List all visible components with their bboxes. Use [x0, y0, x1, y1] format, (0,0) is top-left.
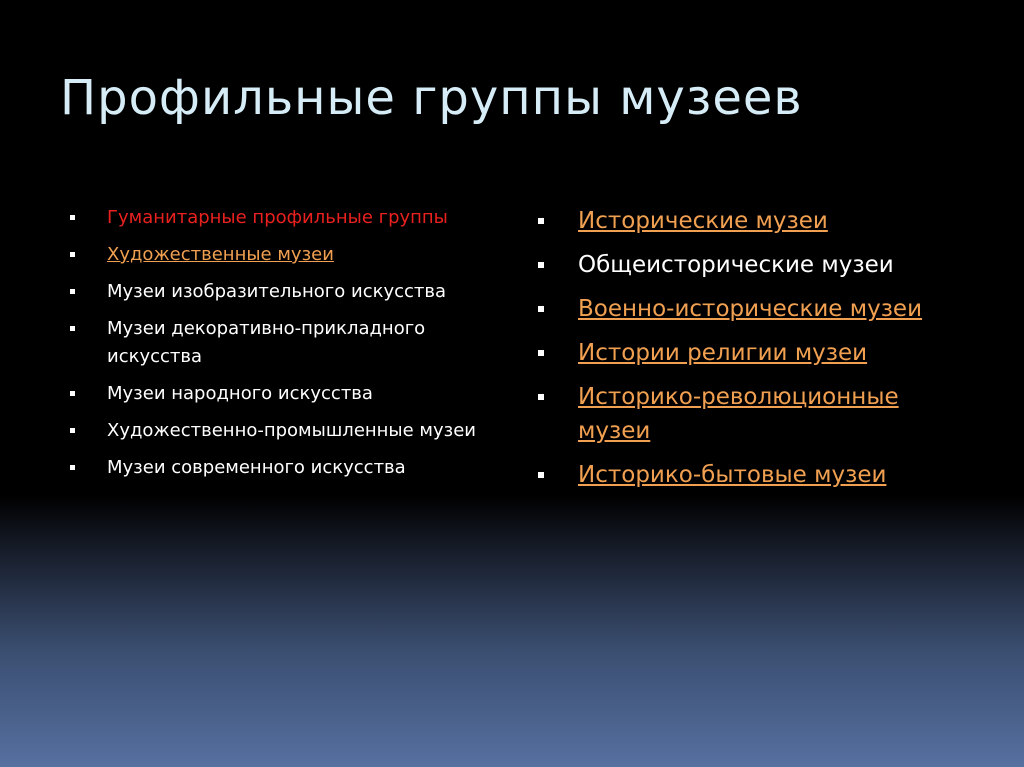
list-item-contemporary-art — [70, 454, 510, 482]
link-art-museums[interactable]: Художественные музеи — [107, 244, 334, 265]
list-item-label: Музеи современного искусства — [107, 457, 406, 478]
list-item-label: Музеи народного искусства — [107, 383, 373, 404]
bullet-icon — [70, 326, 75, 331]
bullet-icon — [538, 394, 544, 400]
left-list — [70, 204, 510, 491]
slide-title: Профильные группы музеев — [60, 70, 803, 126]
bullet-icon — [538, 350, 544, 356]
list-item-label: Художественно-промышленные музеи — [107, 420, 477, 441]
link-religion-history[interactable]: Истории религии музеи — [578, 340, 868, 366]
bullet-icon — [70, 391, 75, 396]
bullet-icon — [538, 262, 544, 268]
link-everyday-history[interactable]: Историко-бытовые музеи — [578, 462, 887, 488]
list-item-revolutionary-history[interactable] — [538, 380, 978, 448]
list-item-fine-arts — [70, 278, 510, 306]
list-item-military-historical[interactable] — [538, 292, 978, 326]
list-item-decorative-arts — [70, 315, 510, 371]
right-list — [538, 204, 978, 502]
list-item-humanitarian-groups — [70, 204, 510, 232]
list-item-folk-art — [70, 380, 510, 408]
bullet-icon — [538, 218, 544, 224]
link-military-historical[interactable]: Военно-исторические музеи — [578, 296, 923, 322]
list-item-label: Общеисторические музеи — [578, 252, 894, 278]
bullet-icon — [538, 472, 544, 478]
list-item-industrial-art — [70, 417, 510, 445]
bullet-icon — [70, 428, 75, 433]
bullet-icon — [538, 306, 544, 312]
list-item-label: Музеи изобразительного искусства — [107, 281, 447, 302]
bullet-icon — [70, 252, 75, 257]
bullet-icon — [70, 465, 75, 470]
list-item-art-museums[interactable] — [70, 241, 510, 269]
list-item-general-historical — [538, 248, 978, 282]
bullet-icon — [70, 289, 75, 294]
list-item-label: Музеи декоративно-прикладного искусства — [107, 318, 426, 367]
link-historical-museums[interactable]: Исторические музеи — [578, 208, 828, 234]
list-item-historical-museums[interactable] — [538, 204, 978, 238]
list-item-label: Гуманитарные профильные группы — [107, 207, 448, 228]
bullet-icon — [70, 215, 75, 220]
link-revolutionary-history[interactable]: Историко-революционные музеи — [578, 384, 899, 444]
list-item-everyday-history[interactable] — [538, 458, 978, 492]
list-item-religion-history[interactable] — [538, 336, 978, 370]
